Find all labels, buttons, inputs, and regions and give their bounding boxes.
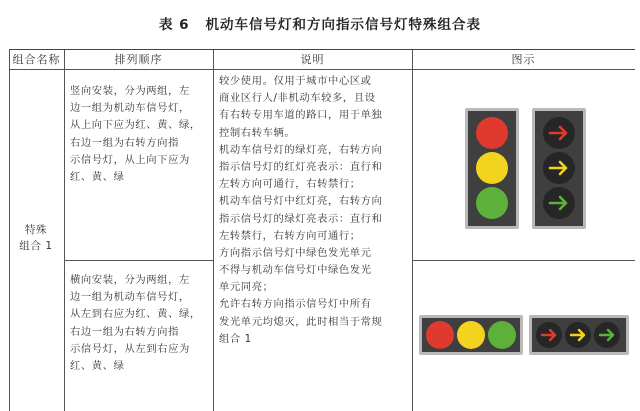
text-line: 组合 1 xyxy=(219,332,252,345)
header-arrangement-order: 排列顺序 xyxy=(114,53,163,66)
header-combination-name: 组合名称 xyxy=(12,53,61,66)
column-divider xyxy=(213,50,214,411)
yellow-lamp xyxy=(457,321,485,349)
text-line: 机动车信号灯的绿灯亮，右转方向 xyxy=(219,143,383,156)
text-line: 指示信号灯的红灯亮表示：直行和 xyxy=(219,160,383,173)
text-line: 商业区行人/非机动车较多，且设 xyxy=(219,92,376,105)
table-title xyxy=(0,13,640,33)
red-lamp xyxy=(426,321,454,349)
text-line: 较少使用。仅用于城市中心区或 xyxy=(219,75,372,87)
row2-arrangement-text xyxy=(70,272,201,375)
column-divider xyxy=(412,50,413,411)
text-line: 机动车信号灯中红灯亮，右转方向 xyxy=(219,195,383,208)
red-lamp xyxy=(476,117,508,149)
text-line: 示信号灯，从上向下应为 xyxy=(70,153,190,166)
description-text xyxy=(219,73,382,348)
header-description: 说明 xyxy=(300,53,325,66)
text-line: 方向指示信号灯中绿色发光单元 xyxy=(219,246,372,259)
right-arrow-icon xyxy=(543,152,575,184)
text-line: 允许右转方向指示信号灯中所有 xyxy=(219,298,372,311)
text-line: 从左到右应为红、黄、绿， xyxy=(70,308,201,321)
text-line: 红、黄、绿 xyxy=(70,170,125,183)
text-line: 左转方向可通行，右转禁行； xyxy=(219,178,361,191)
right-turn-signal-horizontal xyxy=(529,315,629,355)
right-arrow-icon xyxy=(543,117,575,149)
combination-name-line: 组合 1 xyxy=(19,240,53,252)
text-line: 边一组为机动车信号灯， xyxy=(70,291,190,304)
text-line: 示信号灯，从左到右应为 xyxy=(70,342,190,355)
row1-arrangement-text xyxy=(70,83,201,186)
row-divider xyxy=(412,260,635,261)
text-line: 竖向安装，分为两组，左 xyxy=(70,85,190,97)
right-arrow-icon xyxy=(565,322,591,348)
text-line: 指示信号灯的绿灯亮表示：直行和 xyxy=(219,212,383,225)
text-line: 红、黄、绿 xyxy=(70,359,125,372)
text-line: 横向安装，分为两组，左 xyxy=(70,274,190,286)
right-turn-signal-vertical xyxy=(532,108,586,229)
text-line: 边一组为机动车信号灯， xyxy=(70,102,190,115)
text-line: 控制右转车辆。 xyxy=(219,126,296,139)
yellow-lamp xyxy=(476,152,508,184)
text-line: 从上向下应为红、黄、绿， xyxy=(70,119,201,132)
combination-name-line: 特殊 xyxy=(24,224,48,236)
right-arrow-icon xyxy=(543,187,575,219)
right-arrow-icon xyxy=(536,322,562,348)
header-figure: 图示 xyxy=(511,53,536,66)
text-line: 右边一组为右转方向指 xyxy=(70,325,179,338)
table-number: 表 6 xyxy=(158,17,190,33)
signal-combination-table xyxy=(9,49,635,411)
header-divider xyxy=(9,69,635,70)
text-line: 单元同亮； xyxy=(219,281,274,294)
table-title-text: 机动车信号灯和方向指示信号灯特殊组合表 xyxy=(205,17,482,33)
text-line: 发光单元均熄灭，此时相当于常规 xyxy=(219,315,383,328)
green-lamp xyxy=(488,321,516,349)
right-arrow-icon xyxy=(594,322,620,348)
vehicle-signal-vertical xyxy=(465,108,519,229)
row-divider xyxy=(64,260,213,261)
text-line: 右边一组为右转方向指 xyxy=(70,136,179,149)
text-line: 有右转专用车道的路口，用于单独 xyxy=(219,109,383,122)
green-lamp xyxy=(476,187,508,219)
text-line: 左转禁行，右转方向可通行； xyxy=(219,229,361,242)
column-divider xyxy=(64,50,65,411)
text-line: 不得与机动车信号灯中绿色发光 xyxy=(219,264,372,277)
combination-name xyxy=(9,222,63,254)
vehicle-signal-horizontal xyxy=(419,315,523,355)
